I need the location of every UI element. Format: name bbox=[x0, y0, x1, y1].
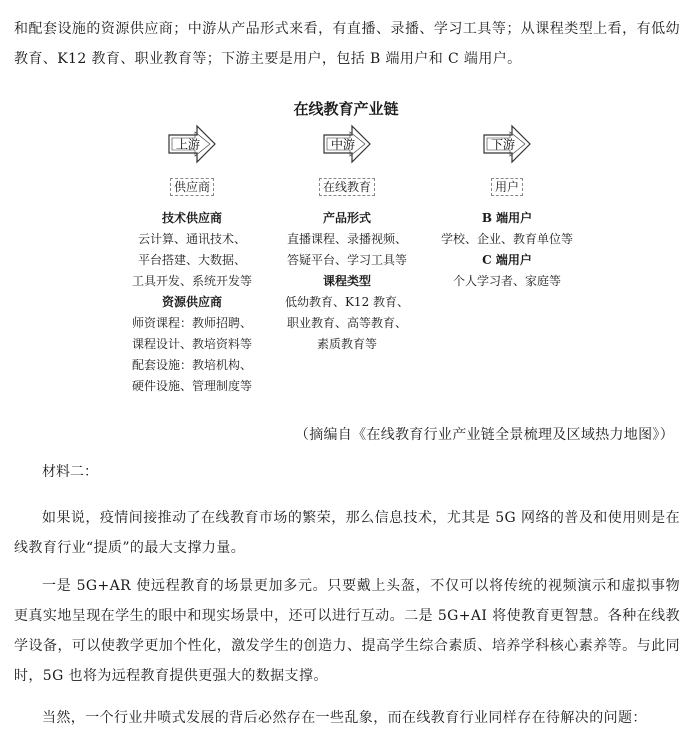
item-heading: 课程类型 bbox=[322, 274, 371, 288]
item-line: 平台搭建、大数据、 bbox=[137, 253, 246, 267]
source-note: （摘编自《在线教育行业产业链全景梳理及区域热力地图》） bbox=[294, 427, 674, 443]
category-box: 在线教育 bbox=[319, 178, 375, 196]
arrow-right-icon bbox=[167, 124, 217, 164]
item-list bbox=[412, 208, 602, 292]
item-heading: 技术供应商 bbox=[161, 211, 222, 225]
material-label: 材料二： bbox=[42, 464, 98, 480]
item-heading: C 端用户 bbox=[482, 253, 532, 267]
body-paragraph: 如果说，疫情间接推动了在线教育市场的繁荣，那么信息技术，尤其是 5G 网络的普及和使用则是在线教育行业“提质”的最大支撑力量。 bbox=[14, 510, 680, 556]
item-line: 低幼教育、K12 教育、 bbox=[284, 295, 410, 309]
body-paragraph: 一是 5G+AR 使远程教育的场景更加多元。只要戴上头盔，不仅可以将传统的视频演示和虚拟事物更真实地呈现在学生的眼中和现实场景中，还可以进行互动。二是 5G+AI 将使教育更智慧。各种在线教学设备，可以使教学更加个性化，激发学生的创造力、提高学生综合素质、培养学科核心素养等。与此同时，5G 也将为远程教育提供更强大的数据支撑。 bbox=[14, 578, 680, 684]
item-line: 配套设施：教培机构、 bbox=[131, 358, 252, 372]
item-line: 工具开发、系统开发等 bbox=[131, 274, 252, 288]
item-line: 硬件设施、管理制度等 bbox=[131, 379, 252, 393]
body-paragraph: 当然，一个行业井喷式发展的背后必然存在一些乱象，而在线教育行业同样存在待解决的问题： bbox=[42, 710, 647, 726]
arrow-label: 下游 bbox=[490, 137, 516, 152]
arrow-right-icon bbox=[482, 124, 532, 164]
column-downstream bbox=[412, 124, 602, 292]
item-line: 师资课程：教师招聘、 bbox=[131, 316, 252, 330]
item-heading: B 端用户 bbox=[481, 211, 533, 225]
item-line: 学校、企业、教育单位等 bbox=[440, 232, 573, 246]
arrow-right-icon bbox=[322, 124, 372, 164]
item-line: 素质教育等 bbox=[316, 337, 377, 351]
arrow-label: 中游 bbox=[330, 137, 356, 152]
category-box: 用户 bbox=[491, 178, 523, 196]
item-line: 直播课程、录播视频、 bbox=[286, 232, 407, 246]
item-line: 云计算、通讯技术、 bbox=[137, 232, 246, 246]
diagram-title: 在线教育产业链 bbox=[293, 100, 399, 118]
intro-paragraph: 和配套设施的资源供应商；中游从产品形式来看，有直播、录播、学习工具等；从课程类型上看，有低幼教育、K12 教育、职业教育等；下游主要是用户，包括 B 端用户和 C 端用户。 bbox=[14, 21, 680, 67]
arrow-label: 上游 bbox=[175, 137, 201, 152]
item-heading: 资源供应商 bbox=[161, 295, 222, 309]
item-line: 职业教育、高等教育、 bbox=[286, 316, 407, 330]
category-box: 供应商 bbox=[170, 178, 214, 196]
item-line: 个人学习者、家庭等 bbox=[452, 274, 561, 288]
item-line: 课程设计、教培资料等 bbox=[131, 337, 252, 351]
item-heading: 产品形式 bbox=[322, 211, 371, 225]
item-line: 答疑平台、学习工具等 bbox=[286, 253, 407, 267]
